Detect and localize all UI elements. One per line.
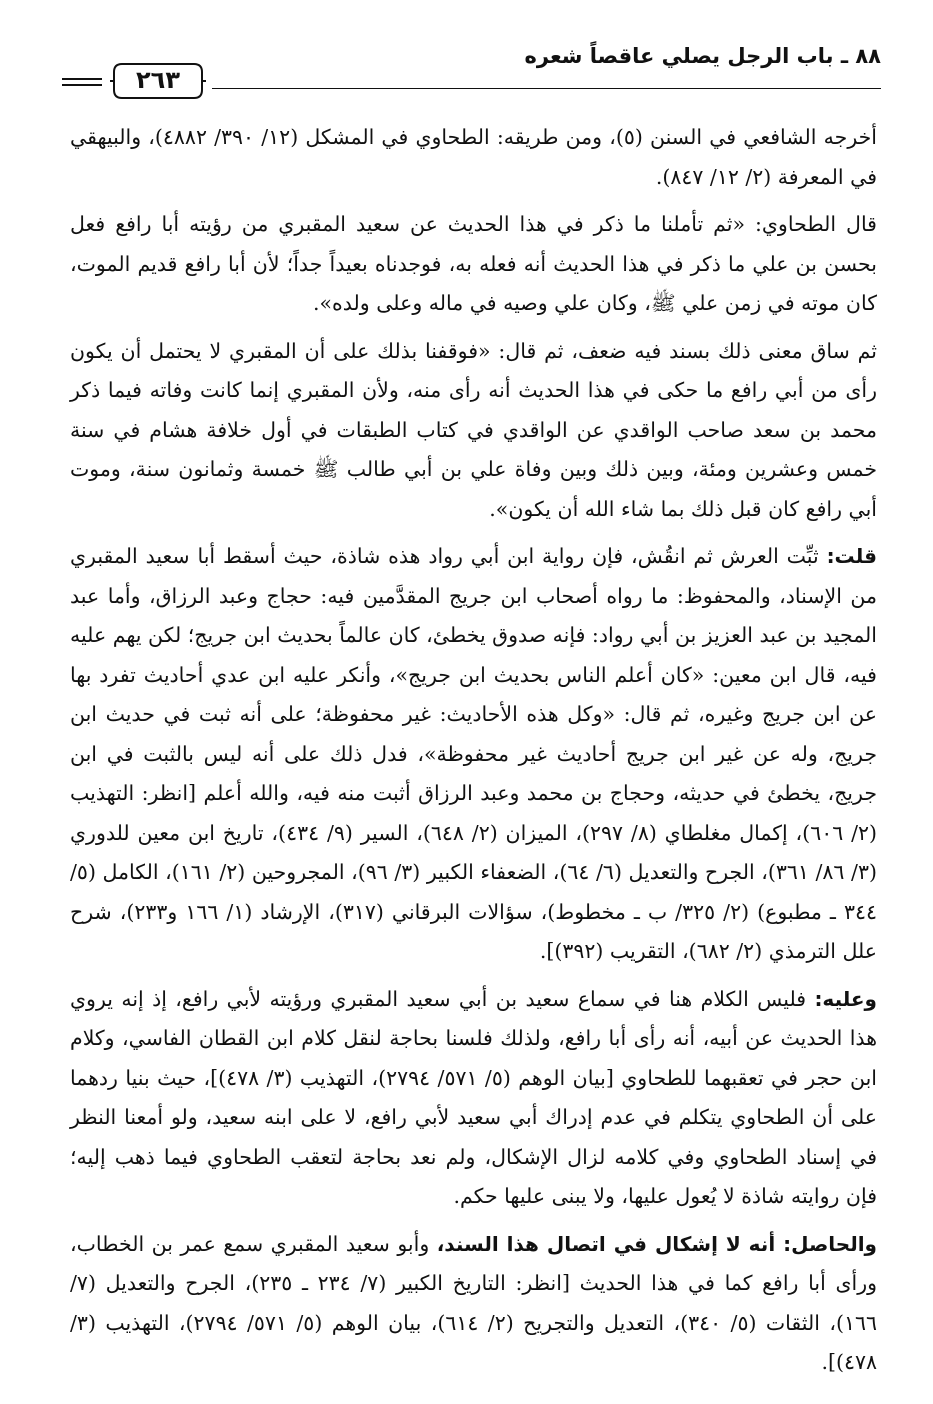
paragraph-lead: قلت: bbox=[826, 544, 877, 568]
paragraph-takhrij bbox=[70, 118, 877, 197]
chapter-title: ٨٨ ـ باب الرجل يصلي عاقصاً شعره bbox=[524, 44, 881, 68]
paragraph-text: قال الطحاوي: «ثم تأملنا ما ذكر في هذا الحديث عن سعيد المقبري من رؤيته أبا رافع فعل بحسن بن علي ما ذكر في هذا الحديث أنه فعله به، فوجدناه بعيداً جداً؛ لأن أبا رافع قديم الموت، كان موته في زمن علي ﷺ، وكان علي وصيه في ماله وعلى ولده». bbox=[70, 212, 877, 315]
paragraph-text: وأبو سعيد المقبري سمع عمر بن الخطاب، ورأى أبا رافع كما في هذا الحديث [انظر: التاريخ الكبير (٧/ ٢٣٤ ـ ٢٣٥)، الجرح والتعديل (٧/ ١٦٦)، الثقات (٥/ ٣٤٠)، التعديل والتجريح (٢/ ٦١٤)، بيان الوهم (٥/ ٥٧١/ ٢٧٩٤)، التهذيب (٣/ ٤٧٨)]. bbox=[70, 1231, 877, 1374]
paragraph-text: ثم ساق معنى ذلك بسند فيه ضعف، ثم قال: «فوقفنا بذلك على أن المقبري لا يحتمل أن يكون رأى من أبي رافع ما حكى في هذا الحديث أنه رأى منه، ولأن المقبري إنما كانت وفاته فيما ذكر محمد بن سعد صاحب الواقدي عن الواقدي في كتاب الطبقات في أول خلافة هشام في سنة خمس وعشرين ومئة، وبين ذلك وبين وفاة علي بن أبي طالب ﷺ خمسة وثمانون سنة، وموت أبي رافع كان قبل ذلك بما شاء الله أن يكون». bbox=[70, 338, 877, 521]
paragraph-text: ثبِّت العرش ثم انقُش، فإن رواية ابن أبي رواد هذه شاذة، حيث أسقط أبا سعيد المقبري من الإسناد، والمحفوظ: ما رواه أصحاب ابن جريج المقدَّمين فيه: حجاج وعبد الرزاق، وأما عبد المجيد بن عبد العزيز بن أبي رواد: فإنه صدوق يخطئ، كان عالماً بحديث ابن جريج؛ لكن يهم عليه فيه، قال ابن معين: «كان أعلم الناس بحديث ابن جريج»، وأنكر عليه ابن عدي أحاديث تفرد بها عن ابن جريج وغيره، ثم قال: «وكل هذه الأحاديث: غير محفوظة؛ على أنه ثبت في حديث ابن جريج، وله عن غير ابن جريج أحاديث غير محفوظة»، فدل ذلك على أنه ليس بالثبت في ابن جريج، يخطئ في حديثه، وحجاج بن محمد وعبد الرزاق أثبت منه فيه، والله أعلم [انظر: التهذيب (٢/ ٦٠٦)، إكمال مغلطاي (٨/ ٢٩٧)، الميزان (٢/ ٦٤٨)، السير (٩/ ٤٣٤)، تاريخ ابن معين للدوري (٣/ ٨٦/ ٣٦١)، الجرح والتعديل (٦/ ٦٤)، الضعفاء الكبير (٣/ ٩٦)، المجروحين (٢/ ١٦١)، الكامل (٥/ ٣٤٤ ـ مطبوع) (٢/ ٣٢٥/ ب ـ مخطوط)، سؤالات البرقاني (٣١٧)، الإرشاد (١/ ١٦٦ و٢٣٣)، شرح علل الترمذي (٢/ ٦٨٢)، التقريب (٣٩٢)]. bbox=[70, 544, 877, 963]
header-rule bbox=[212, 88, 881, 89]
paragraph-tahawi-continued bbox=[70, 332, 877, 530]
page-body bbox=[70, 118, 877, 1391]
paragraph-conclusion bbox=[70, 1225, 877, 1383]
paragraph-text: أخرجه الشافعي في السنن (٥)، ومن طريقه: الطحاوي في المشكل (١٢/ ٣٩٠/ ٤٨٨٢)، والبيهقي في المعرفة (٢/ ١٢/ ٨٤٧). bbox=[70, 125, 877, 189]
paragraph-bold-statement: أنه لا إشكال في اتصال هذا السند، bbox=[436, 1231, 784, 1256]
page-header bbox=[62, 30, 881, 100]
paragraph-tahawi-quote bbox=[70, 205, 877, 324]
page-number-frame bbox=[110, 60, 206, 102]
paragraph-wa-alayh bbox=[70, 980, 877, 1217]
paragraph-lead: والحاصل: bbox=[783, 1231, 877, 1256]
page-number: ٢٦٣ bbox=[136, 66, 180, 94]
paragraph-qultu bbox=[70, 537, 877, 972]
paragraph-text: فليس الكلام هنا في سماع سعيد بن أبي سعيد المقبري ورؤيته لأبي رافع، إذ إنه يروي هذا الحديث عن أبيه، أنه رأى أبا رافع، ولذلك فلسنا بحاجة لنقل كلام ابن القطان الفاسي، وكلام ابن حجر في تعقبهما للطحاوي [بيان الوهم (٥/ ٥٧١/ ٢٧٩٤)، التهذيب (٣/ ٤٧٨)]، حيث بنيا ردهما على أن الطحاوي يتكلم في عدم إدراك أبي سعيد لأبي رافع، لا على ابنه سعيد، ولو أمعنا النظر في إسناد الطحاوي وفي كلامه لزال الإشكال، ولم نعد بحاجة لتعقب الطحاوي فيما ذهب إليه؛ فإن روايته شاذة لا يُعول عليها، ولا يبنى عليها حكم. bbox=[70, 986, 877, 1208]
paragraph-lead: وعليه: bbox=[814, 986, 877, 1011]
